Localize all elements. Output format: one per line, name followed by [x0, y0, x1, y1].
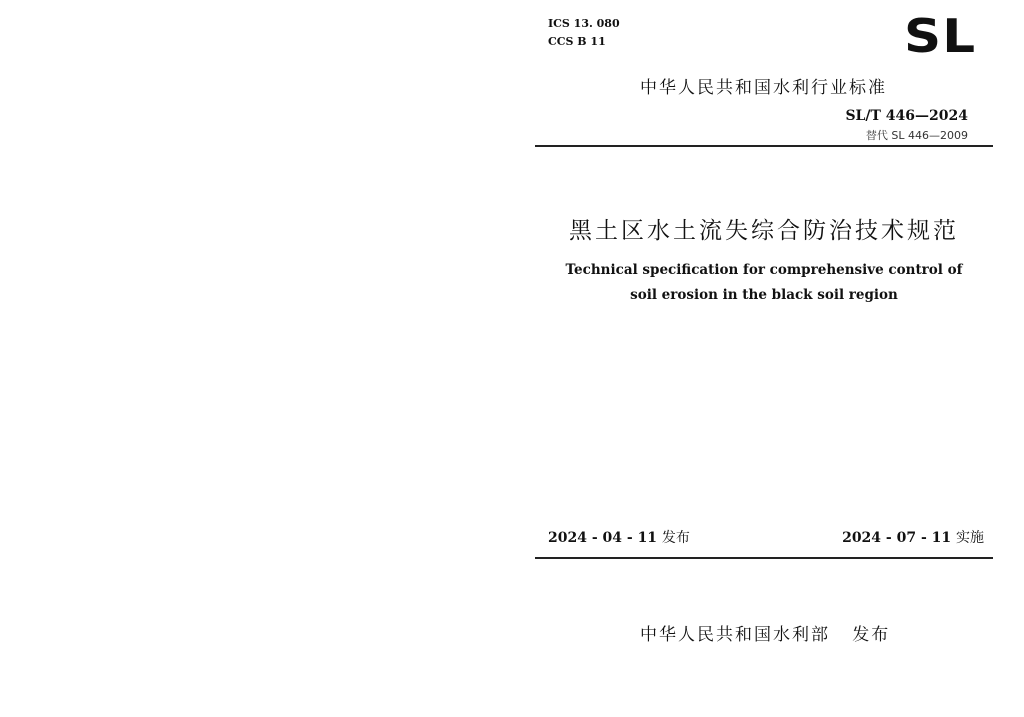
issue-date: 2024 - 04 - 11 — [548, 530, 658, 546]
english-title-line-2: soil erosion in the black soil region — [630, 287, 898, 303]
top-divider — [535, 145, 993, 147]
publisher-name: 中华人民共和国水利部 — [640, 625, 830, 645]
publisher-action: 发布 — [852, 625, 891, 645]
standard-category: 中华人民共和国水利行业标准 — [640, 78, 887, 98]
publisher-line — [640, 620, 890, 645]
issue-date-block — [548, 527, 690, 547]
implementation-label: 实施 — [956, 530, 984, 546]
ccs-code: CCS B 11 — [548, 35, 606, 48]
implementation-date: 2024 - 07 - 11 — [842, 530, 952, 546]
classification-codes — [548, 15, 620, 51]
implementation-date-block — [842, 527, 984, 547]
issue-label: 发布 — [661, 530, 690, 546]
document-title-english — [535, 258, 993, 308]
sl-logo: SL — [904, 9, 977, 63]
english-title-line-1: Technical specification for comprehensive control of — [565, 262, 963, 278]
replaces-standard: 替代 SL 446—2009 — [865, 129, 968, 142]
bottom-divider — [535, 557, 993, 559]
ics-code: ICS 13. 080 — [548, 17, 620, 30]
standard-code: SL/T 446—2024 — [845, 108, 968, 124]
document-title-chinese: 黑土区水土流失综合防治技术规范 — [569, 218, 959, 244]
